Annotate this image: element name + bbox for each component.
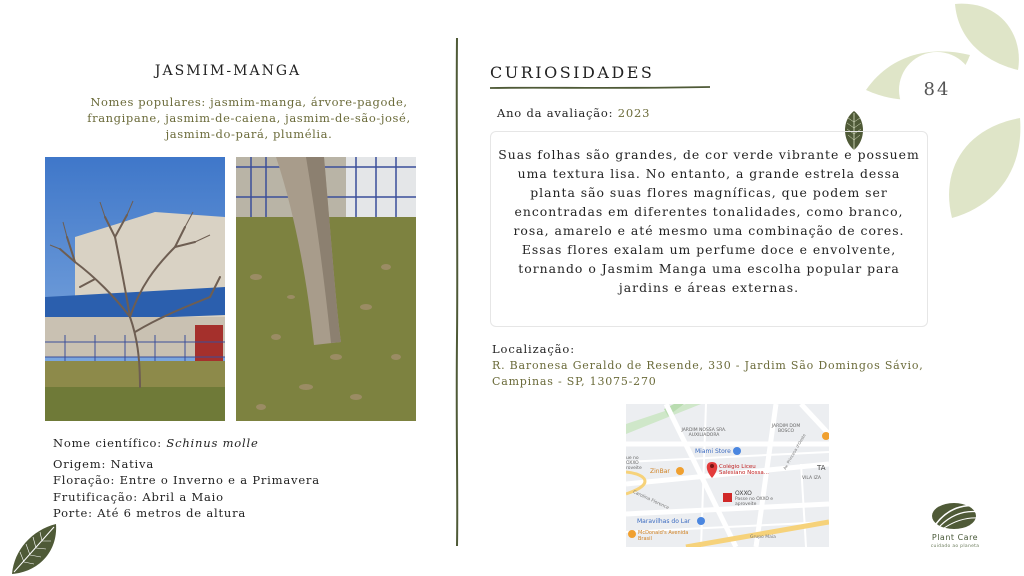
logo-tagline: cuidado ao planeta	[930, 544, 980, 549]
plant-care-logo-icon	[930, 500, 982, 532]
location-label: Localização:	[492, 342, 576, 356]
flowering-line: Floração: Entre o Inverno e a Primavera	[53, 473, 320, 487]
vertical-divider	[454, 38, 460, 546]
scientific-name-value: Schinus molle	[166, 436, 259, 450]
map-label-zinbar: ZinBar	[650, 468, 670, 475]
logo-name: Plant Care	[931, 533, 979, 542]
scientific-name-label: Nome científico:	[53, 436, 167, 450]
plant-title: JASMIM-MANGA	[154, 63, 302, 79]
map-label-jardim-nossa: JARDIM NOSSA SRA. AUXILIADORA	[681, 428, 727, 438]
map-label-av-princesa: Av. Princesa d'Oeste	[782, 432, 807, 471]
location-map[interactable]	[626, 404, 829, 547]
map-label-mcdonalds: McDonald's Avenida Brasil	[638, 530, 689, 542]
map-label-rua-grande: Carolina Florence	[631, 490, 670, 512]
leaf-bottom-left-icon	[8, 522, 60, 576]
map-label-oxxo-sub: Passe no OXXO e aproveite	[735, 497, 774, 507]
tree-photo-trunk	[236, 157, 416, 421]
fruiting-line: Frutificação: Abril a Maio	[53, 489, 224, 504]
map-label-maravilhas: Maravilhas do Lar	[637, 518, 691, 525]
map-label-vila: VILA IZA	[802, 476, 822, 481]
map-label-ta: TA	[817, 464, 826, 472]
curiosities-title: CURIOSIDADES	[490, 63, 655, 82]
title-underline	[488, 85, 712, 91]
map-label-colegio: Colégio Liceu Salesiano Nossa...	[719, 464, 769, 476]
map-label-jardim-dom: JARDIM DOM BOSCO	[771, 424, 801, 434]
tree-photo-building	[45, 157, 225, 421]
origin-line: Origem: Nativa	[53, 456, 154, 471]
map-label-grupo: Grupo Maia	[750, 535, 776, 540]
page-number: 84	[923, 79, 951, 100]
evaluation-year-label: Ano da avaliação:	[497, 106, 618, 120]
map-label-miami: Miami Store	[695, 448, 731, 455]
popular-names: Nomes populares: jasmim-manga, árvore-pagode, frangipane, jasmim-de-caiena, jasmim-de-são-josé, jasmim-do-pará, plumélia.	[87, 95, 411, 141]
curiosities-text: Suas folhas são grandes, de cor verde vibrante e possuem uma textura lisa. No entanto, a grande estrela dessa planta são suas flores magníficas, que podem ser encontradas em diferentes tonalidades, como branco, rosa, amarelo e até mesmo uma combinação de cores. Essas flores exalam um perfume doce e envolvente, tornando o Jasmim Manga uma escolha popular para jardins e áreas externas.	[498, 147, 920, 295]
evaluation-year	[497, 106, 650, 120]
location-address: R. Baronesa Geraldo de Resende, 330 - Jardim São Domingos Sávio, Campinas - SP, 13075-270	[492, 359, 924, 388]
map-label-oxxo-left: ue no OXXO roveite	[626, 456, 642, 471]
plant-facts	[53, 435, 320, 522]
scientific-name-line	[53, 435, 320, 452]
curiosities-box	[490, 131, 928, 327]
evaluation-year-value: 2023	[617, 106, 651, 120]
size-line: Porte: Até 6 metros de altura	[53, 506, 247, 520]
map-label-oxxo: OXXO	[735, 490, 752, 497]
